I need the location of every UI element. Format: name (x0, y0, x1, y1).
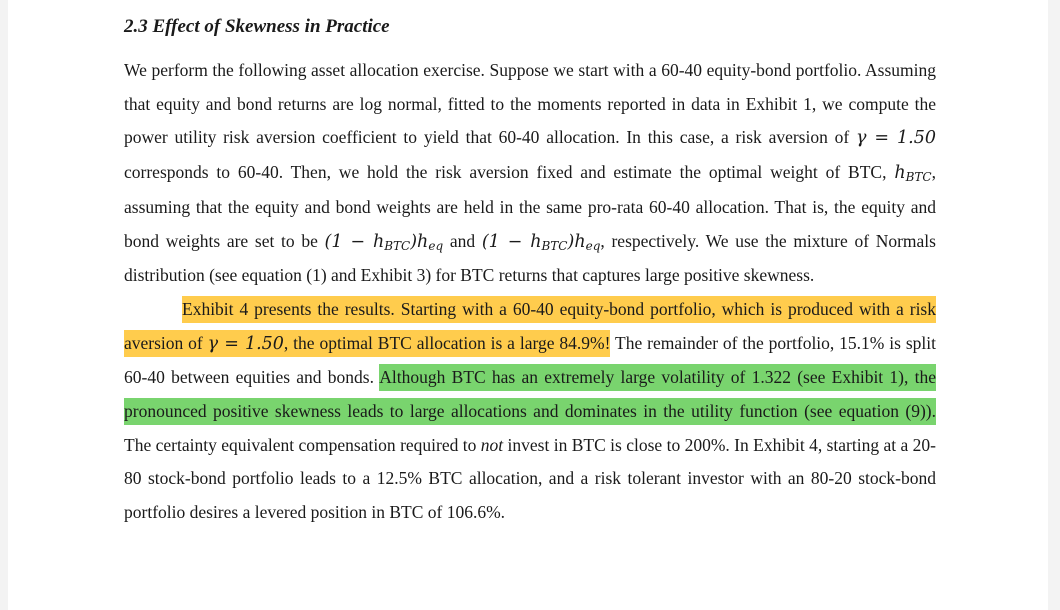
para1-text-2: corresponds to 60-40. Then, we hold the risk aversion fixed and estimate the optimal weight of BTC, (124, 162, 895, 183)
equity-weight-expression: $(1 - h_{BTC})h_{eq}$ (324, 231, 444, 253)
para1-text-3: , assuming that the equity and bond weights are held in the same pro-rata 60-40 allocation. That is, the equity and bond weights are set to be (124, 162, 936, 251)
bond-weight-expression: $(1 - h_{BTC})h_{eq}$ (481, 231, 601, 253)
para2-text-1: The remainder of the portfolio, 15.1% is split 60-40 between equities and bonds. (124, 332, 936, 388)
gamma-expression: γ = 1.50 (855, 128, 936, 149)
document-page (8, 0, 1048, 610)
para2-text-2: The certainty equivalent compensation required to (124, 434, 481, 455)
paragraph-1 (124, 54, 936, 293)
emphasis-not: not (480, 434, 504, 455)
section-number: 2.3 (124, 16, 148, 37)
para1-text-5: , respectively. We use the mixture of Normals distribution (see equation (1) and Exhibit 3) for BTC returns that captures large positive skewness. (124, 230, 936, 286)
green-highlight: Although BTC has an extremely large volatility of 1.322 (see Exhibit 1), the pronounced positive skewness leads to large allocations and dominates in the utility function (see equation (9)). (124, 364, 936, 425)
para1-text-4: and (443, 230, 482, 251)
para1-text-1: We perform the following asset allocation exercise. Suppose we start with a 60-40 equity-bond portfolio. Assuming that equity and bond returns are log normal, fitted to the moments reported in data in Exhibit 1, we compute the power utility risk aversion coefficient to yield that 60-40 allocation. In this case, a risk aversion of (124, 60, 936, 148)
para2-text-3: invest in BTC is close to 200%. In Exhibit 4, starting at a 20-80 stock-bond portfolio leads to a 12.5% BTC allocation, and a risk tolerant investor with an 80-20 stock-bond portfolio desires a levered position in BTC of 106.6%. (124, 434, 936, 523)
paragraph-2 (124, 293, 936, 530)
section-title: Effect of Skewness in Practice (152, 16, 390, 37)
h-btc-symbol: $h_{BTC}$ (894, 163, 932, 185)
yellow-highlight: Exhibit 4 presents the results. Starting with a 60-40 equity-bond portfolio, which is produced with a risk aversion of γ = 1.50, the optimal BTC allocation is a large 84.9%! (124, 296, 936, 357)
gamma-expression-2: γ = 1.50 (207, 333, 284, 354)
section-heading (124, 14, 936, 40)
